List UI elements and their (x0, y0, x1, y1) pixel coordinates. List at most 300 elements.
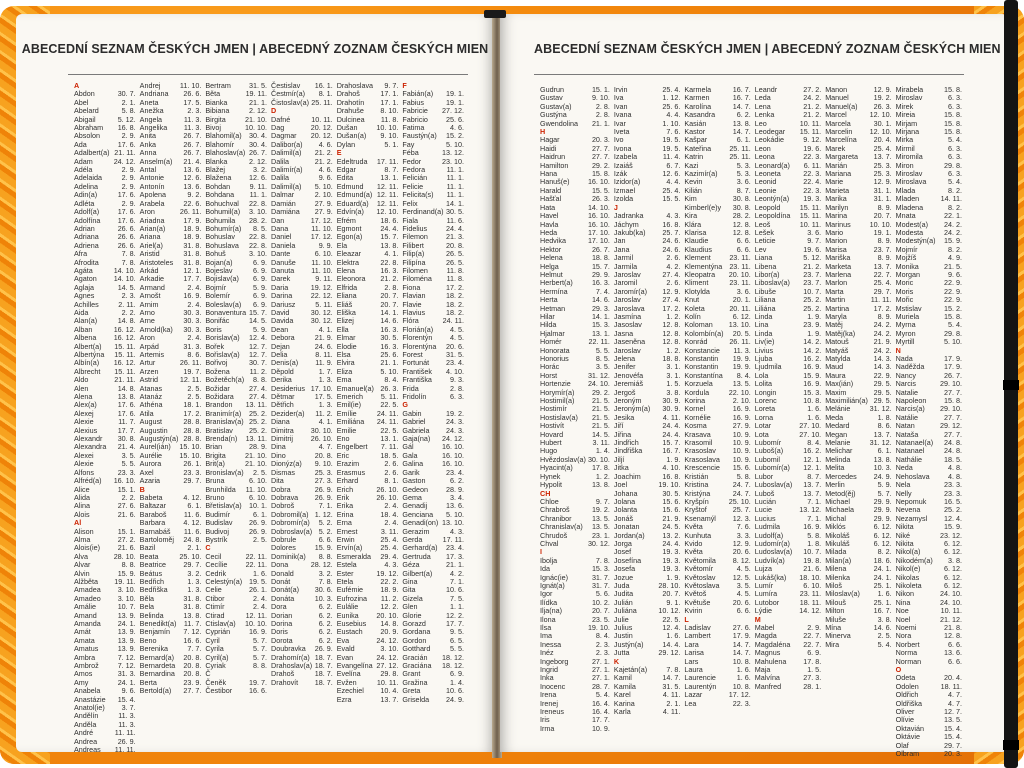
name-text: Gordon (402, 635, 427, 645)
name-text: Nikoleta (895, 580, 922, 590)
name-text: Natanael (895, 446, 925, 456)
name-day-date: 5. 10. (446, 509, 465, 519)
name-day-date: 24. 3. (446, 425, 465, 435)
name-day-date: 23. 4. (446, 358, 465, 368)
name-text: Oktavián (895, 723, 924, 733)
name-text: Konstantin (684, 362, 719, 372)
name-text: Edvín(a) (336, 207, 364, 217)
name-text: Aron (139, 207, 155, 217)
name-text: Alida (74, 492, 90, 502)
name-text: Blanka (205, 156, 228, 166)
name-text: Amálie (74, 602, 96, 612)
name-day-date: 16. 9. (183, 291, 202, 301)
name-text: Maud (825, 362, 844, 372)
name-text: Lujza (754, 564, 772, 574)
name-day-date: 14. 1. (591, 311, 610, 321)
name-text: Bohuslava (205, 240, 239, 250)
name-day-date: 19. 2. (446, 408, 465, 418)
name-text: Edeltruda (336, 156, 368, 166)
name-day-date: 11. 10. (311, 223, 333, 233)
name-day-date: 26. 7. (183, 131, 202, 141)
name-text: Erina (336, 509, 354, 519)
name-day-date: 22. 2. (380, 576, 399, 586)
name-text: Leopold (754, 202, 781, 212)
name-day-date: 9. 3. (450, 375, 465, 385)
name-text: Jenovéfa (613, 370, 644, 380)
name-day-date: 25. 7. (732, 505, 751, 515)
name-day-date: 6. 3. (948, 101, 963, 111)
name-text: Liliána (754, 303, 776, 313)
name-day-date: 8. 6. (877, 421, 892, 431)
name-text: Eufrozina (336, 593, 368, 603)
name-day-date: 10. 4. (380, 686, 399, 696)
name-text: Lars (684, 656, 699, 666)
name-day-date: 12. 8. (732, 219, 751, 229)
name-text: Apolena (139, 190, 167, 200)
name-text: Aurora (139, 459, 162, 469)
name-day-date: 10. 11. (799, 219, 822, 229)
name-text: Eduard(a) (336, 198, 369, 208)
name-text: Kastor (684, 127, 706, 137)
name-text: Lola (754, 370, 769, 380)
name-text: Atanáz (139, 392, 163, 402)
name-text: Irenej (540, 698, 558, 708)
name-day-date: 14. 6. (873, 623, 892, 632)
name-text: Hilar (540, 311, 555, 321)
name-day-date: 11. 6. (183, 526, 202, 536)
name-day-date: 17. 12. (310, 215, 333, 225)
name-text: Boris (205, 324, 222, 334)
name-day-date: 11. 3. (118, 719, 136, 729)
name-day-date: 20. 6. (732, 597, 751, 607)
name-text: Edgar (336, 165, 356, 175)
name-text: Fabricie (402, 106, 428, 116)
name-day-date: 29. 2. (591, 160, 610, 170)
name-text: Jaroslav (613, 295, 641, 305)
name-text: Jeroným (613, 396, 642, 406)
name-day-date: 31. 5. (446, 350, 465, 359)
name-text: Dariusz (271, 299, 296, 309)
name-text: Heda (540, 227, 558, 237)
elastic-band-clip (1003, 740, 1019, 750)
name-entry (540, 481, 614, 489)
name-day-date: 18. 10. (799, 572, 822, 582)
name-day-date: 7. 1. (450, 576, 465, 586)
name-day-date: 22. 9. (944, 286, 963, 296)
name-day-date: 14. 12. (799, 606, 822, 616)
name-day-date: 2. 6. (384, 459, 399, 469)
name-day-date: 27. 6. (732, 623, 751, 632)
name-day-date: 7. 8. (121, 257, 136, 267)
name-text: Gizela (402, 593, 423, 603)
name-day-date: 21. 2. (803, 261, 822, 271)
name-column (825, 86, 895, 759)
name-text: Brigita (205, 450, 226, 460)
name-text: Amatus (74, 644, 99, 654)
name-text: Filibert (402, 240, 424, 250)
name-text: Féba (402, 148, 419, 158)
name-text: Leon (754, 143, 771, 153)
name-day-date: 15. 6. (732, 463, 751, 473)
name-day-date: 2. 1. (187, 543, 202, 553)
name-day-date: 29. 8. (380, 669, 399, 679)
name-text: Dominik(a) (271, 551, 306, 561)
section-letter: I (540, 547, 542, 557)
name-day-date: 11. 3. (183, 123, 202, 133)
name-day-date: 26. 6. (117, 223, 136, 233)
name-text: Anastázie (74, 694, 106, 704)
name-text: Maura (825, 370, 846, 380)
name-text: Beno (139, 635, 157, 645)
name-text: Lea (684, 698, 697, 708)
name-text: Alexandr (74, 434, 103, 444)
name-day-date: 2. 8. (595, 110, 610, 120)
name-day-date: 13. 7. (803, 488, 822, 498)
name-text: Honorius (540, 354, 569, 363)
name-text: Benedikt(a) (139, 619, 177, 628)
name-day-date: 24. 12. (376, 635, 399, 645)
name-text: Berenika (139, 644, 169, 654)
name-text: Ariana (139, 232, 161, 242)
name-text: Kristián (684, 471, 709, 481)
name-day-date: 15. 7. (591, 261, 610, 271)
name-text: Damiána (271, 207, 300, 217)
name-day-date: 6. 12. (873, 538, 892, 548)
name-text: Genciana (402, 509, 434, 519)
name-text: Leona (754, 152, 775, 162)
name-text: Matouš (825, 337, 849, 347)
name-text: Modesta (895, 227, 924, 237)
name-text: Anselm(a) (139, 156, 173, 166)
name-day-date: 9. 6. (948, 269, 963, 279)
name-text: Čistoslav(a) (271, 97, 309, 107)
name-day-date: 21. 2. (314, 156, 333, 166)
name-text: Eustach (336, 627, 363, 637)
name-day-date: 16. 3. (591, 278, 610, 288)
name-day-date: 2. 3. (595, 648, 610, 658)
name-day-date: 18. 7. (314, 669, 333, 679)
name-text: Gala (402, 450, 418, 460)
name-text: Derika (271, 375, 292, 385)
name-text: Minerva (825, 631, 851, 641)
name-text: Běla (139, 593, 155, 603)
name-text: Olaf (895, 740, 909, 750)
section-letter: H (540, 127, 546, 137)
name-text: Anděla (74, 719, 97, 729)
name-text: Kilián (684, 185, 702, 195)
name-text: Donáta (271, 593, 295, 603)
name-day-date: 10. 10. (245, 123, 268, 133)
name-text: Jonáš (613, 513, 634, 523)
name-text: Ludolf(a) (754, 530, 784, 540)
name-day-date: 25. 1. (873, 580, 892, 590)
name-day-date: 8. 4. (807, 438, 822, 448)
name-day-date: 6. 9. (253, 265, 268, 275)
name-day-date: 16. 9. (803, 362, 822, 372)
name-text: Květoslava (684, 580, 720, 590)
name-text: Arabela (139, 198, 165, 208)
name-text: Gabriela (402, 425, 430, 435)
name-text: Fabius (402, 97, 424, 107)
name-day-date: 27. 4. (662, 269, 681, 279)
name-entry (402, 696, 468, 704)
name-text: Gina (402, 576, 418, 586)
name-day-date: 17. 9. (944, 354, 963, 363)
name-day-date: 5. 4. (948, 320, 963, 330)
name-day-date: 19. 1. (446, 89, 465, 99)
name-day-date: 13. 10. (728, 320, 751, 330)
name-day-date: 6. 12. (732, 311, 751, 321)
name-text: Afra (74, 249, 88, 259)
name-day-date: 8. 4. (384, 375, 399, 385)
name-day-date: 24. 10. (940, 589, 963, 599)
name-day-date: 27. 9. (314, 198, 333, 208)
name-day-date: 10. 9. (732, 438, 751, 448)
name-text: Arnim (139, 299, 159, 309)
name-text: Denis(a) (271, 358, 299, 368)
name-day-date: 6. 9. (253, 299, 268, 309)
name-day-date: 19. 2. (591, 505, 610, 515)
name-day-date: 3. 11. (592, 438, 610, 448)
name-text: Filomen (402, 265, 428, 275)
left-page (16, 14, 494, 755)
ribbon-bookmark (484, 10, 506, 18)
name-day-date: 15. 6. (662, 505, 681, 515)
name-text: Milton (825, 606, 845, 616)
name-day-date: 1. 1. (450, 602, 465, 612)
name-text: Dante (271, 249, 291, 259)
name-day-date: 25. 6. (380, 350, 399, 359)
name-day-date: 26. 10. (310, 434, 333, 444)
name-entry (205, 687, 271, 695)
name-text: Bohuchval (205, 198, 239, 208)
name-text: Marie (825, 177, 844, 187)
name-text: Mirabela (895, 85, 924, 94)
name-text: Adam (74, 156, 93, 166)
name-text: Jeremiáš (613, 379, 644, 389)
name-day-date: 18. 4. (380, 509, 399, 519)
name-day-date: 21. 1. (380, 358, 399, 368)
name-day-date: 29. 7. (944, 740, 963, 750)
name-text: Bojan(a) (205, 257, 233, 267)
name-day-date: 22. 1. (944, 211, 963, 221)
name-text: Nikon (895, 589, 914, 599)
name-text: Ludoslav(a) (754, 547, 793, 557)
name-text: Děpold (271, 366, 294, 376)
name-text: Muriela (895, 311, 920, 321)
name-day-date: 2. 9. (121, 165, 136, 175)
name-day-date: 1. 6. (807, 404, 822, 414)
name-text: Alen (74, 383, 89, 393)
name-day-date: 13. 1. (591, 328, 610, 338)
name-text: Egmont (336, 223, 362, 233)
name-day-date: 24. 7. (732, 480, 751, 490)
name-day-date: 26. 1. (249, 585, 268, 595)
name-day-date: 24. 1. (873, 564, 892, 574)
name-day-date: 19. 9. (732, 354, 751, 363)
name-text: Ema (336, 375, 352, 385)
name-day-date: 1. 6. (736, 665, 751, 675)
name-day-date: 11. 1. (446, 165, 465, 175)
name-day-date: 17. 9. (944, 362, 963, 372)
name-day-date: 5. 7. (253, 652, 268, 662)
name-text: Konstantína (684, 370, 723, 380)
name-text: Horác (540, 362, 560, 372)
name-text: Monika (895, 261, 919, 271)
name-day-date: 23. 11. (729, 278, 751, 288)
name-day-date: 21. 2. (803, 101, 822, 111)
name-text: Abraham (74, 123, 104, 133)
name-text: Mstislav (895, 303, 922, 313)
name-day-date: 11. 10. (311, 265, 333, 275)
name-text: Ezechiel (336, 686, 364, 696)
name-text: Norma (895, 648, 918, 658)
name-day-date: 25. 11. (729, 143, 751, 153)
name-text: Katrin (684, 152, 704, 162)
name-day-date: 17. 2. (446, 282, 465, 292)
name-day-date: 12. 4. (249, 333, 268, 343)
name-text: Lucián (754, 496, 776, 506)
name-day-date: 30. 9. (662, 396, 681, 406)
name-day-date: 5. 2. (318, 518, 333, 528)
name-text: Bohdana (205, 190, 235, 200)
name-day-date: 16. 10. (587, 211, 610, 221)
name-day-date: 29. 7. (183, 560, 202, 570)
name-day-date: 17. 6. (117, 139, 136, 149)
name-day-date: 6. 9. (253, 257, 268, 267)
name-day-date: 8. 9. (877, 202, 892, 212)
name-day-date: 16. 3. (380, 265, 399, 275)
name-text: Darek (271, 274, 291, 284)
name-day-date: 15. 7. (380, 232, 399, 242)
name-text: Kvido (684, 538, 703, 548)
name-text: Maximilián(a) (825, 396, 868, 406)
name-text: Milan(a) (825, 555, 852, 565)
name-day-date: 18. 9. (183, 223, 202, 233)
name-text: Dětřich (271, 400, 294, 410)
name-text: Milouš (825, 597, 846, 607)
name-text: Cyril (205, 635, 220, 645)
name-day-date: 3. 10. (249, 207, 268, 217)
name-text: Drahovít (271, 677, 299, 687)
name-text: Drahoš (271, 669, 295, 679)
name-day-date: 12. 9. (873, 177, 892, 187)
name-text: Dona (271, 560, 289, 570)
name-day-date: 22. 4. (803, 177, 822, 187)
name-day-date: 18. 2. (446, 307, 465, 317)
name-text: Kvirin (684, 606, 703, 616)
name-text: Libena (754, 261, 777, 271)
name-text: Eleazar (336, 249, 362, 259)
name-day-date: 13. 9. (117, 644, 136, 654)
name-text: Ivan (613, 101, 628, 111)
name-day-date: 16. 10. (442, 450, 465, 460)
name-day-date: 30. 5. (380, 333, 399, 343)
name-day-date: 23. 3. (944, 480, 963, 490)
name-text: Blahomír (205, 139, 235, 149)
name-text: Bonaventura (205, 307, 247, 317)
name-text: Kristina (684, 480, 709, 490)
name-text: Nora (895, 631, 912, 641)
name-text: Alexius (74, 425, 98, 435)
name-text: Gorazd (402, 619, 426, 628)
name-day-date: 17. 2. (183, 408, 202, 418)
name-day-date: 6. 2. (318, 627, 333, 637)
name-text: Artemis (139, 350, 165, 359)
name-day-date: 26. 7. (183, 148, 202, 158)
name-text: Elvira (336, 358, 355, 368)
name-text: Milenka (825, 572, 850, 582)
name-day-date: 26. 10. (376, 492, 399, 502)
name-day-date: 30. 9. (662, 404, 681, 414)
name-day-date: 2. 4. (253, 602, 268, 612)
name-day-date: 15. 8. (944, 110, 963, 120)
name-text: Antal (139, 165, 157, 175)
name-text: Kateřina (684, 143, 712, 153)
name-day-date: 2. 3. (595, 639, 610, 649)
name-day-date: 5. 8. (807, 530, 822, 540)
name-text: Miroslav (895, 169, 923, 179)
name-text: Adléta (74, 198, 95, 208)
name-text: Mira (825, 639, 840, 649)
name-text: Florentýn (402, 333, 433, 343)
name-text: Fidelius (402, 223, 428, 233)
name-text: Mladena (895, 202, 924, 212)
name-text: Mirek (895, 101, 914, 111)
name-text: Mojmír (895, 244, 918, 254)
name-text: Hermína (540, 286, 568, 296)
name-day-date: 4. 3. (450, 526, 465, 536)
name-day-date: 14. 7. (732, 639, 751, 649)
name-day-date: 6. 2. (450, 476, 465, 486)
name-text: Beata (139, 551, 159, 561)
name-day-date: 16. 8. (662, 471, 681, 481)
name-entry (896, 750, 966, 758)
name-text: Eva (336, 635, 350, 645)
name-text: Jelena (613, 354, 636, 363)
name-day-date: 5. 4. (595, 690, 610, 700)
name-day-date: 10. 6. (446, 686, 465, 696)
name-text: Evan (336, 652, 354, 662)
name-day-date: 12. 1. (803, 454, 822, 464)
name-day-date: 12. 6. (249, 173, 268, 183)
name-day-date: 17. 7. (591, 715, 610, 725)
name-text: Mariška (825, 253, 851, 263)
name-day-date: 18. 11. (940, 681, 963, 691)
name-text: Augustin (139, 425, 168, 435)
name-day-date: 8. 11. (315, 350, 333, 359)
name-text: Jenifer (613, 362, 636, 372)
name-text: Milena (825, 564, 847, 574)
name-day-date: 8. 8. (253, 661, 268, 671)
name-text: Moris (895, 286, 914, 296)
name-day-date: 24. 3. (446, 417, 465, 427)
name-day-date: 16. 4. (591, 698, 610, 708)
name-day-date: 31. 12. (869, 404, 892, 414)
name-day-date: 20. 4. (873, 135, 892, 145)
name-text: Julie (613, 614, 629, 624)
name-day-date: 6. 12. (873, 530, 892, 540)
name-day-date: 25. 4. (873, 278, 892, 288)
name-day-date: 4. 11. (662, 707, 681, 717)
name-day-date: 1. 3. (187, 585, 202, 595)
name-day-date: 14. 10. (113, 274, 136, 284)
name-day-date: 19. 8. (803, 555, 822, 565)
name-day-date: 2. 9. (121, 198, 136, 208)
name-text: Gabin (402, 408, 422, 418)
name-day-date: 4. 6. (450, 123, 465, 133)
name-text: Leoš (754, 219, 771, 229)
